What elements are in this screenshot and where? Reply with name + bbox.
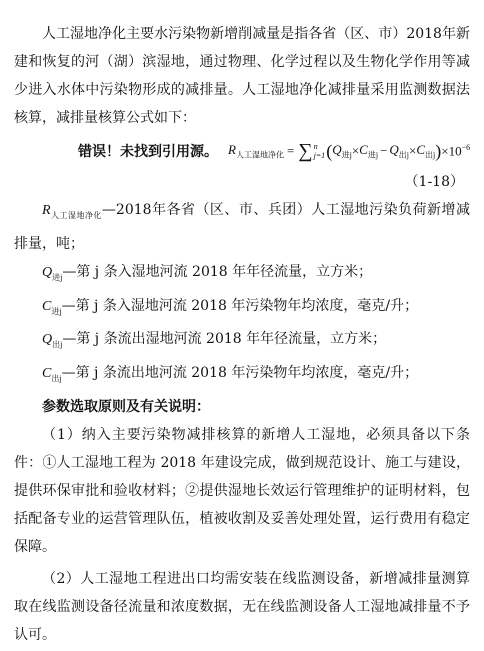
note-paragraph-1: （1）纳入主要污染物减排核算的新增人工湿地，必须具备以下条件：①人工湿地工程为 2018 年建设完成，做到规范设计、施工与建设，提供环保审批和验收材料；②提供湿地长效运行管理维护的证明材料，包括配备专业的运营管理队伍，植被收割及妥善处理处置，运行费用有稳定保障。 bbox=[14, 426, 470, 555]
formula-factor: $\times 10^{-6}$ bbox=[441, 142, 471, 159]
formula-q-in: $Q_{进j}$ bbox=[332, 141, 352, 160]
intro-paragraph: 人工湿地净化主要水污染物新增削减量是指各省（区、市）2018年新建和恢复的河（湖）滨湿地，通过物理、化学过程以及生物化学作用等减少进入水体中污染物形成的减排量。人工湿地净化减排量采用监测数据法核算，减排量核算公式如下： bbox=[14, 26, 470, 126]
definition-item: $C_{出j}—$第 j 条流出地河流 2018 年污染物年均浓度，毫克/升； bbox=[42, 365, 419, 383]
equation-number: （1-18） bbox=[404, 174, 464, 190]
formula-sum-limits: n j=1 bbox=[313, 142, 326, 160]
definition-item: $Q_{进j}—$第 j 条入湿地河流 2018 年年径流量，立方米； bbox=[42, 263, 373, 282]
reduction-formula: $R_{人工湿地净化}$ = ∑ n j=1 ( $Q_{进j}$ × $C_{进j}$ − $Q_{出j}$ × $C_{出j}$ ) $\times 10^{-6}$ bbox=[228, 140, 471, 162]
section-heading: 参数选取原则及有关说明： bbox=[42, 398, 210, 415]
reference-error-text: 错误！未找到引用源。 bbox=[78, 144, 218, 160]
note-paragraph-2: （2）人工湿地工程进出口均需安装在线监测设备，新增减排量测算取在线监测设备径流量和浓度数据，无在线监测设备人工湿地减排量不予认可。 bbox=[14, 570, 470, 643]
formula-row bbox=[14, 134, 470, 168]
formula-lhs: $R_{人工湿地净化}$ bbox=[228, 141, 284, 160]
formula-q-out: $Q_{出j}$ bbox=[389, 141, 410, 160]
formula-equals: = bbox=[286, 143, 295, 158]
formula-sum: ∑ bbox=[298, 140, 313, 162]
definition-item: $Q_{出j}—$第 j 条流出湿地河流 2018 年年径流量，立方米； bbox=[42, 331, 387, 350]
formula-c-out: $C_{出j}$ bbox=[416, 141, 436, 160]
formula-c-in: $C_{进j}$ bbox=[359, 141, 379, 160]
definition-item: $R_{人工湿地净化}—2018$年各省（区、市、兵团）人工湿地污染负荷新增减排量，吨； bbox=[14, 202, 471, 252]
definition-item: $C_{进j}—$第 j 条入湿地河流 2018 年污染物年均浓度，毫克/升； bbox=[42, 297, 419, 316]
definitions-list bbox=[14, 196, 470, 393]
